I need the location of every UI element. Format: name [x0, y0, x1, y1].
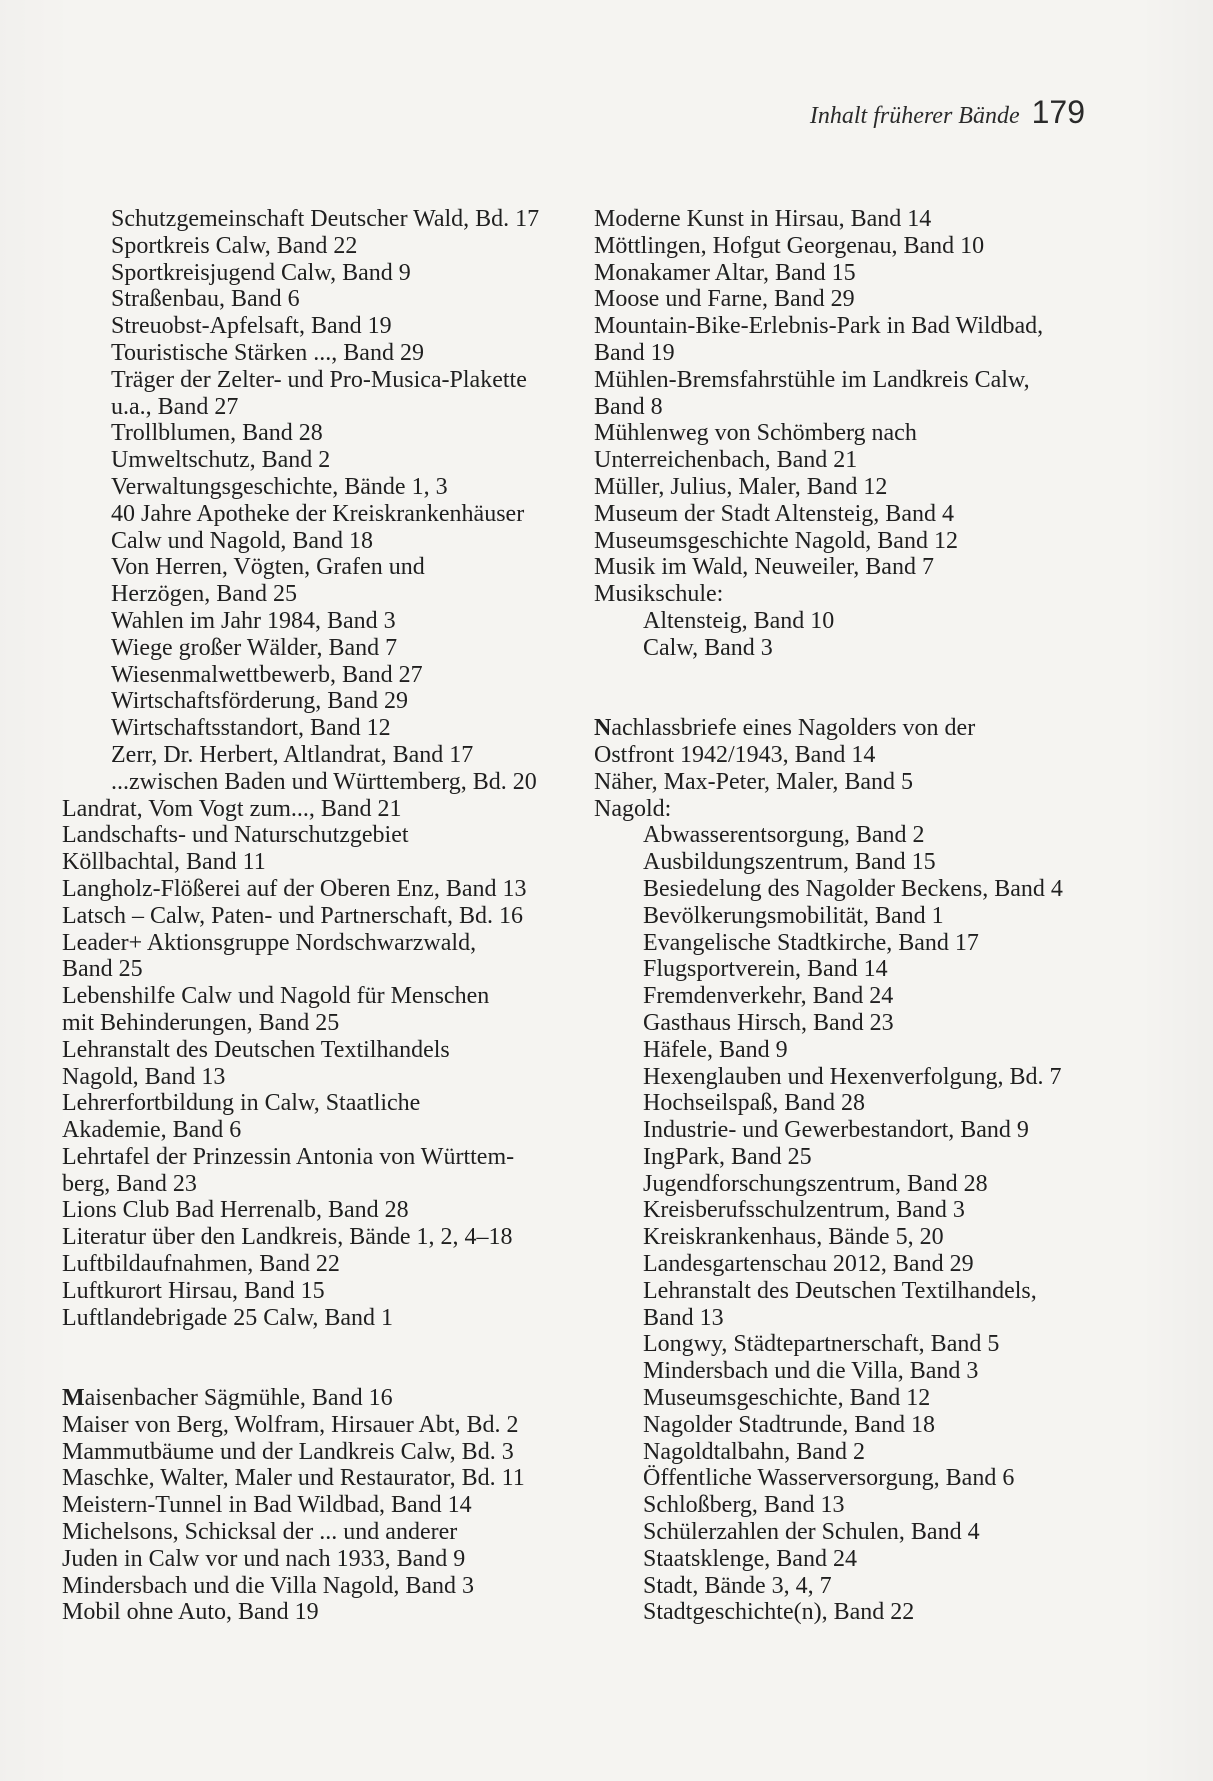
index-subentry-line: Stadtgeschichte(n), Band 22 [643, 1599, 915, 1626]
index-subentry-line: Fremdenverkehr, Band 24 [643, 983, 894, 1010]
index-subentry-line: Wirtschaftsförderung, Band 29 [111, 688, 408, 715]
index-column-left [62, 206, 582, 1626]
index-entry-line: Landrat, Vom Vogt zum..., Band 21 [62, 795, 402, 822]
index-entry-line: Musikschule: [594, 581, 724, 608]
index-subentry-line: Wiesenmalwettbewerb, Band 27 [111, 661, 423, 688]
index-subentry-line: Calw und Nagold, Band 18 [111, 527, 373, 554]
index-subentry-line: Träger der Zelter- und Pro-Musica-Plakette [111, 366, 527, 393]
index-entry-line: Monakamer Altar, Band 15 [594, 259, 856, 286]
index-entry-line: mit Behinderungen, Band 25 [62, 1009, 340, 1036]
index-entry-line: Meistern-Tunnel in Bad Wildbad, Band 14 [62, 1492, 472, 1519]
index-subentry-line: Flugsportverein, Band 14 [643, 956, 888, 983]
index-entry-line: Leader+ Aktionsgruppe Nordschwarzwald, [62, 929, 477, 956]
index-subentry-line: ...zwischen Baden und Württemberg, Bd. 20 [111, 768, 537, 795]
index-entry-line: Landschafts- und Naturschutzgebiet [62, 822, 409, 849]
index-subentry-line: Von Herren, Vögten, Grafen und [111, 554, 425, 581]
index-letter-group [62, 1385, 582, 1626]
index-subentry-line: Stadt, Bände 3, 4, 7 [643, 1572, 832, 1599]
index-entry-line: Nagold: [594, 795, 672, 822]
index-entry-line: Nagold, Band 13 [62, 1063, 226, 1090]
index-subentry-line: Wahlen im Jahr 1984, Band 3 [111, 607, 396, 634]
index-entry-line: Lehrerfortbildung in Calw, Staatliche [62, 1090, 421, 1117]
index-subentry-line: Evangelische Stadtkirche, Band 17 [643, 929, 979, 956]
index-entry-line: Band 8 [594, 393, 663, 420]
index-subentry-line: Schloßberg, Band 13 [643, 1492, 845, 1519]
index-subentry-line: Ausbildungszentrum, Band 15 [643, 849, 936, 876]
index-subentry-line: u.a., Band 27 [111, 393, 239, 420]
index-entry-line: Latsch – Calw, Paten- und Partnerschaft, Bd. 16 [62, 902, 524, 929]
index-subentry-line: Besiedelung des Nagolder Beckens, Band 4 [643, 875, 1063, 902]
index-entry-line: Moderne Kunst in Hirsau, Band 14 [594, 206, 932, 232]
index-subentry-line: Umweltschutz, Band 2 [111, 447, 331, 474]
index-entry-line: Luftlandebrigade 25 Calw, Band 1 [62, 1304, 394, 1331]
index-subentry-line: Bevölkerungsmobilität, Band 1 [643, 902, 944, 929]
index-subentry-line: Sportkreisjugend Calw, Band 9 [111, 259, 411, 286]
index-entry-line: Mühlen-Bremsfahrstühle im Landkreis Calw, [594, 366, 1030, 393]
index-letter-group [594, 715, 1154, 1626]
running-header [810, 96, 1085, 128]
index-subentry-line: Lehranstalt des Deutschen Textilhandels, [643, 1277, 1037, 1304]
index-subentry-line: Zerr, Dr. Herbert, Altlandrat, Band 17 [111, 741, 474, 768]
index-subentry-line: Altensteig, Band 10 [643, 607, 835, 634]
index-entry-line: Moose und Farne, Band 29 [594, 286, 855, 313]
index-entry-line: Näher, Max-Peter, Maler, Band 5 [594, 768, 914, 795]
index-subentry-line: IngPark, Band 25 [643, 1143, 812, 1170]
index-subentry-line: Schutzgemeinschaft Deutscher Wald, Bd. 17 [111, 206, 540, 232]
index-subentry-line: Staatsklenge, Band 24 [643, 1545, 857, 1572]
index-entry-line: Lebenshilfe Calw und Nagold für Menschen [62, 983, 490, 1010]
index-entry-line: Langholz-Flößerei auf der Oberen Enz, Band 13 [62, 875, 527, 902]
index-entry-line: Nachlassbriefe eines Nagolders von der [594, 715, 976, 742]
index-subentry-line: Landesgartenschau 2012, Band 29 [643, 1251, 974, 1278]
index-entry-line: Literatur über den Landkreis, Bände 1, 2, 4–18 [62, 1224, 513, 1251]
index-subentry-line: Schülerzahlen der Schulen, Band 4 [643, 1519, 980, 1546]
index-entry-line: Müller, Julius, Maler, Band 12 [594, 473, 888, 500]
index-letter-group [594, 206, 1154, 662]
index-entry-line: berg, Band 23 [62, 1170, 197, 1197]
index-entry-line: Band 25 [62, 956, 143, 983]
index-subentry-line: Nagolder Stadtrunde, Band 18 [643, 1411, 935, 1438]
index-subentry-line: Industrie- und Gewerbestandort, Band 9 [643, 1117, 1029, 1144]
index-entry-line: Maisenbacher Sägmühle, Band 16 [62, 1385, 393, 1412]
index-entry-line: Unterreichenbach, Band 21 [594, 447, 858, 474]
index-subentry-line: 40 Jahre Apotheke der Kreiskrankenhäuser [111, 500, 525, 527]
index-subentry-line: Wirtschaftsstandort, Band 12 [111, 715, 391, 742]
index-column-right [594, 206, 1154, 1626]
index-subentry-line: Touristische Stärken ..., Band 29 [111, 339, 424, 366]
index-subentry-line: Öffentliche Wasserversorgung, Band 6 [643, 1465, 1015, 1492]
index-subentry-line: Nagoldtalbahn, Band 2 [643, 1438, 865, 1465]
index-entry-line: Michelsons, Schicksal der ... und anderer [62, 1519, 458, 1546]
index-entry-line: Mühlenweg von Schömberg nach [594, 420, 917, 447]
index-subentry-line: Longwy, Städtepartnerschaft, Band 5 [643, 1331, 1000, 1358]
index-entry-line: Luftbildaufnahmen, Band 22 [62, 1251, 340, 1278]
index-subentry-line: Jugendforschungszentrum, Band 28 [643, 1170, 988, 1197]
index-subentry-line: Hochseilspaß, Band 28 [643, 1090, 865, 1117]
index-entry-line: Köllbachtal, Band 11 [62, 849, 266, 876]
index-subentry-line: Gasthaus Hirsch, Band 23 [643, 1009, 894, 1036]
index-entry-line: Band 19 [594, 339, 675, 366]
index-entry-line: Maschke, Walter, Maler und Restaurator, Bd. 11 [62, 1465, 525, 1492]
index-subentry-line: Hexenglauben und Hexenverfolgung, Bd. 7 [643, 1063, 1062, 1090]
index-subentry-line: Mindersbach und die Villa, Band 3 [643, 1358, 979, 1385]
index-subentry-line: Abwasserentsorgung, Band 2 [643, 822, 925, 849]
index-entry-line: Museum der Stadt Altensteig, Band 4 [594, 500, 954, 527]
index-entry-line: Mobil ohne Auto, Band 19 [62, 1599, 319, 1626]
index-subentry-line: Wiege großer Wälder, Band 7 [111, 634, 398, 661]
index-subentry-line: Streuobst-Apfelsaft, Band 19 [111, 313, 392, 340]
section-title: Inhalt früherer Bände [809, 103, 1020, 129]
page-number: 179 [1031, 94, 1085, 130]
index-entry-line: Musik im Wald, Neuweiler, Band 7 [594, 554, 934, 581]
index-subentry-line: Kreiskrankenhaus, Bände 5, 20 [643, 1224, 944, 1251]
index-entry-line: Juden in Calw vor und nach 1933, Band 9 [62, 1545, 466, 1572]
index-subentry-line: Calw, Band 3 [643, 634, 773, 661]
index-entry-line: Luftkurort Hirsau, Band 15 [62, 1277, 325, 1304]
index-entry-line: Akademie, Band 6 [62, 1117, 242, 1144]
index-entry-line: Mountain-Bike-Erlebnis-Park in Bad Wildbad, [594, 313, 1044, 340]
index-subentry-line: Museumsgeschichte, Band 12 [643, 1385, 931, 1412]
index-entry-line: Lehrtafel der Prinzessin Antonia von Württem- [62, 1143, 515, 1170]
index-subentry-line: Häfele, Band 9 [643, 1036, 788, 1063]
index-entry-line: Möttlingen, Hofgut Georgenau, Band 10 [594, 232, 985, 259]
index-entry-line: Mindersbach und die Villa Nagold, Band 3 [62, 1572, 475, 1599]
index-entry-line: Lehranstalt des Deutschen Textilhandels [62, 1036, 450, 1063]
index-subentry-line: Sportkreis Calw, Band 22 [111, 232, 358, 259]
index-subentry-line: Kreisberufsschulzentrum, Band 3 [643, 1197, 965, 1224]
index-subentry-line: Band 13 [643, 1304, 724, 1331]
index-entry-line: Ostfront 1942/1943, Band 14 [594, 741, 876, 768]
index-subentry-line: Trollblumen, Band 28 [111, 420, 323, 447]
index-entry-line: Lions Club Bad Herrenalb, Band 28 [62, 1197, 409, 1224]
index-letter-group [62, 206, 582, 1331]
index-subentry-line: Herzögen, Band 25 [111, 581, 297, 608]
index-entry-line: Mammutbäume und der Landkreis Calw, Bd. 3 [62, 1438, 514, 1465]
index-subentry-line: Verwaltungsgeschichte, Bände 1, 3 [111, 473, 448, 500]
index-entry-line: Maiser von Berg, Wolfram, Hirsauer Abt, Bd. 2 [62, 1411, 519, 1438]
index-entry-line: Museumsgeschichte Nagold, Band 12 [594, 527, 958, 554]
index-subentry-line: Straßenbau, Band 6 [111, 286, 300, 313]
